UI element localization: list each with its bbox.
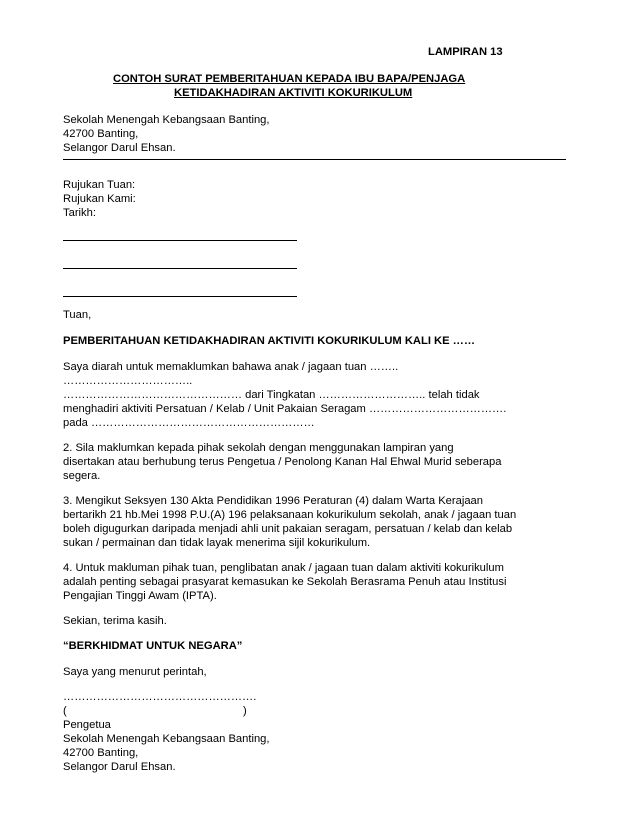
recipient-address-line — [63, 240, 297, 241]
para1-line2: …………………………….. — [63, 375, 193, 387]
tarikh-label: Tarikh: — [63, 207, 96, 219]
school-address-line3: Selangor Darul Ehsan. — [63, 142, 176, 154]
signatory-title: Pengetua — [63, 719, 111, 731]
motto: “BERKHIDMAT UNTUK NEGARA” — [63, 640, 243, 652]
para3-line1: 3. Mengikut Seksyen 130 Akta Pendidikan 1996 Peraturan (4) dalam Warta Kerajaan — [63, 495, 483, 507]
rujukan-tuan-label: Rujukan Tuan: — [63, 179, 136, 191]
school-address-line2: 42700 Banting, — [63, 128, 139, 140]
signature-paren-open: ( — [63, 705, 67, 717]
para1-line3: ………………………………………… dari Tingkatan ……………………….. telah tidak — [63, 389, 480, 401]
letter-title-line2: KETIDAKHADIRAN AKTIVITI KOKURIKULUM — [174, 87, 413, 99]
rujukan-kami-label: Rujukan Kami: — [63, 193, 136, 205]
signature-paren-close: ) — [243, 705, 247, 717]
header-divider — [63, 159, 566, 160]
signature-dots: ……………………………………………. — [63, 691, 257, 703]
signatory-address-line3: Selangor Darul Ehsan. — [63, 761, 176, 773]
para4-line3: Pengajian Tinggi Awam (IPTA). — [63, 590, 217, 602]
para3-line4: sukan / permainan dan tidak layak menerima sijil kokurikulum. — [63, 537, 371, 549]
para3-line3: boleh digugurkan daripada menjadi ahli unit pakaian seragam, persatuan / kelab dan kelab — [63, 523, 513, 535]
signoff-text: Saya yang menurut perintah, — [63, 666, 207, 678]
signatory-address-line2: 42700 Banting, — [63, 747, 139, 759]
letter-subject: PEMBERITAHUAN KETIDAKHADIRAN AKTIVITI KOKURIKULUM KALI KE …… — [63, 335, 476, 347]
para1-line1: Saya diarah untuk memaklumkan bahawa anak / jagaan tuan …….. — [63, 361, 399, 373]
recipient-address-line — [63, 296, 297, 297]
school-address-line1: Sekolah Menengah Kebangsaan Banting, — [63, 114, 270, 126]
para2-line1: 2. Sila maklumkan kepada pihak sekolah dengan menggunakan lampiran yang — [63, 442, 454, 454]
para4-line2: adalah penting sebagai prasyarat kemasukan ke Sekolah Berasrama Penuh atau Institusi — [63, 576, 507, 588]
closing-text: Sekian, terima kasih. — [63, 615, 167, 627]
para2-line3: segera. — [63, 470, 101, 482]
para2-line2: disertakan atau berhubung terus Pengetua / Penolong Kanan Hal Ehwal Murid seberapa — [63, 456, 502, 468]
recipient-address-line — [63, 268, 297, 269]
para3-line2: bertarikh 21 hb.Mei 1998 P.U.(A) 196 pelaksanaan kokurikulum sekolah, anak / jagaan tuan — [63, 509, 517, 521]
para1-line4: menghadiri aktiviti Persatuan / Kelab / Unit Pakaian Seragam ………………………………. — [63, 403, 507, 415]
para1-line5: pada …………………………………………………… — [63, 417, 315, 429]
signatory-address-line1: Sekolah Menengah Kebangsaan Banting, — [63, 733, 270, 745]
salutation: Tuan, — [63, 309, 92, 321]
lampiran-label: LAMPIRAN 13 — [428, 46, 503, 58]
letter-title-line1: CONTOH SURAT PEMBERITAHUAN KEPADA IBU BAPA/PENJAGA — [113, 73, 466, 85]
para4-line1: 4. Untuk makluman pihak tuan, penglibatan anak / jagaan tuan dalam aktiviti kokurikulum — [63, 562, 504, 574]
